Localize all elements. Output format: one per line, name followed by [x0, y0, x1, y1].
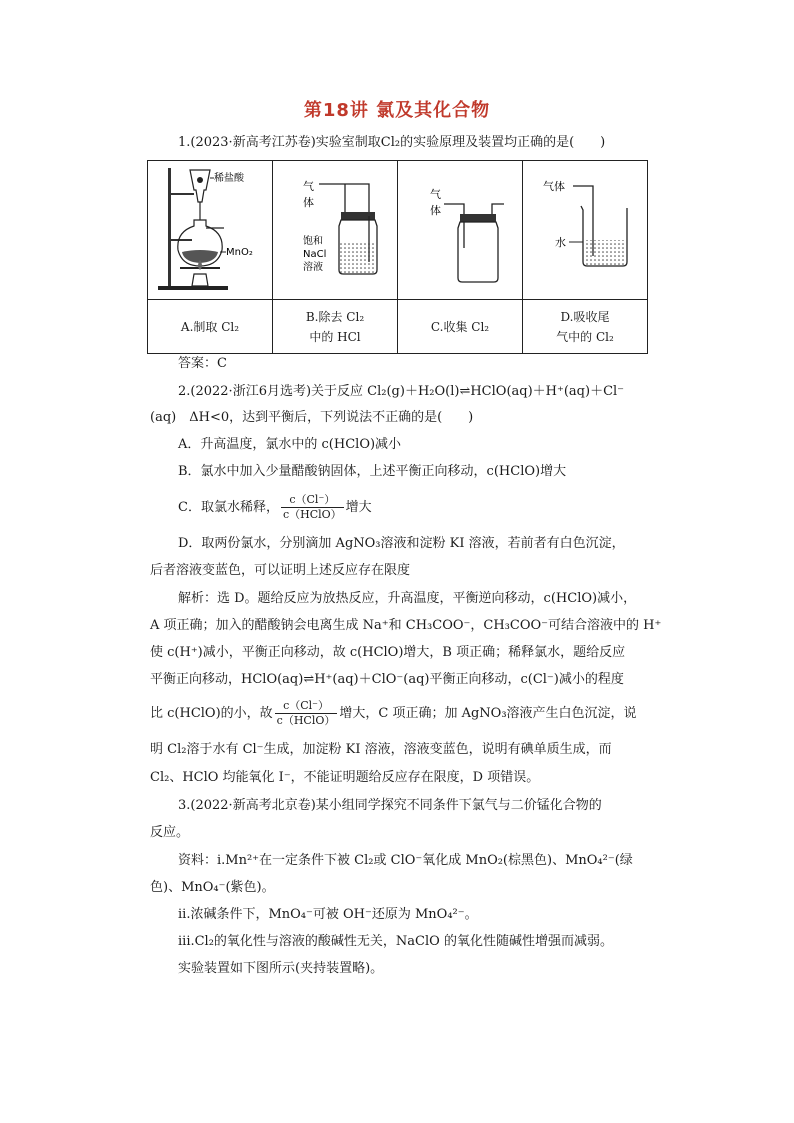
q1-apparatus-table	[147, 160, 648, 354]
q2-option-a: A．升高温度，氯水中的 c(HClO)减小	[178, 437, 402, 452]
d-water-label: 水	[555, 235, 566, 249]
q3-info-3: ii.浓碱条件下，MnO₄⁻可被 OH⁻还原为 MnO₄²⁻。	[178, 907, 478, 922]
q2-exp5-fraction	[275, 699, 338, 728]
q2-explanation-4: 平衡正向移动，HClO(aq)⇌H⁺(aq)＋ClO⁻(aq)平衡正向移动，c(Cl⁻)减小的程度	[150, 672, 624, 687]
q2-explanation-3: 使 c(H⁺)减小，平衡正向移动，故 c(HClO)增大，B 项正确；稀释氯水，题给反应	[150, 645, 626, 660]
q1-stem: 1.(2023·新高考江苏卷)实验室制取Cl₂的实验原理及装置均正确的是( )	[178, 135, 606, 150]
dilute-hcl-label: 稀盐酸	[214, 172, 244, 184]
option-d-line2: 气中的 Cl₂	[556, 329, 614, 344]
q3-stem-1: 3.(2022·新高考北京卷)某小组同学探究不同条件下氯气与二价锰化合物的	[178, 798, 602, 813]
q3-info-2: 色)、MnO₄⁻(紫色)。	[150, 880, 275, 895]
fraction-denominator: c（HClO）	[282, 508, 342, 521]
option-c-line1: C.收集 Cl₂	[430, 319, 490, 334]
q2-exp5-suffix: 增大，C 项正确；加 AgNO₃溶液产生白色沉淀，说	[339, 706, 637, 721]
fraction-numerator: c（Cl⁻）	[275, 699, 338, 714]
b-gas-label-2: 体	[303, 195, 314, 209]
q2-option-d-2: 后者溶液变蓝色，可以证明上述反应存在限度	[150, 563, 411, 578]
q3-info-5: 实验装置如下图所示(夹持装置略)。	[178, 961, 384, 976]
absorption-beaker-diagram	[525, 162, 645, 296]
q1-answer: 答案：C	[178, 356, 227, 371]
option-a-line1: A.制取 Cl₂	[180, 319, 240, 334]
q3-stem-2: 反应。	[150, 825, 190, 840]
d-gas-label: 气体	[543, 179, 565, 193]
fraction-denominator: c（HClO）	[276, 714, 336, 727]
q2-option-c-fraction	[281, 493, 344, 522]
b-soln-line-3: 溶液	[303, 261, 323, 273]
apparatus-c-cell	[398, 161, 523, 300]
q2-option-c-prefix: C．取氯水稀释，	[178, 500, 279, 515]
q2-option-d-1: D．取两份氯水，分别滴加 AgNO₃溶液和淀粉 KI 溶液，若前者有白色沉淀，	[178, 536, 625, 551]
gas-collection-diagram	[400, 162, 520, 296]
q2-option-c	[178, 493, 372, 523]
option-d-line1: D.吸收尾	[560, 309, 610, 324]
q2-stem-1: 2.(2022·浙江6月选考)关于反应 Cl₂(g)＋H₂O(l)⇌HClO(aq)＋H⁺(aq)＋Cl⁻	[178, 384, 625, 399]
c-gas-label-2: 体	[430, 203, 441, 217]
q2-option-b: B．氯水中加入少量醋酸钠固体，上述平衡正向移动，c(HClO)增大	[178, 464, 567, 479]
b-gas-label-1: 气	[303, 179, 314, 193]
apparatus-a-cell	[148, 161, 273, 300]
q2-explanation-7: Cl₂、HClO 均能氧化 I⁻，不能证明题给反应存在限度，D 项错误。	[150, 770, 540, 785]
c-gas-label-1: 气	[430, 187, 441, 201]
q2-explanation-6: 明 Cl₂溶于水有 Cl⁻生成，加淀粉 KI 溶液，溶液变蓝色，说明有碘单质生成，而	[150, 742, 612, 757]
apparatus-b-cell	[273, 161, 398, 300]
q2-exp5-prefix: 比 c(HClO)的小，故	[150, 706, 273, 721]
option-a-cell	[148, 300, 273, 354]
option-b-line1: B.除去 Cl₂	[305, 309, 365, 324]
option-d-cell	[523, 300, 648, 354]
wash-bottle-diagram	[275, 162, 395, 296]
option-b-line2: 中的 HCl	[309, 329, 361, 344]
q3-info-1: 资料：i.Mn²⁺在一定条件下被 Cl₂或 ClO⁻氧化成 MnO₂(棕黑色)、MnO₄²⁻(绿	[178, 853, 633, 868]
q3-info-4: iii.Cl₂的氧化性与溶液的酸碱性无关，NaClO 的氧化性随碱性增强而减弱。	[178, 934, 613, 949]
chlorine-generator-diagram	[150, 162, 270, 296]
page-title: 第18讲 氯及其化合物	[303, 100, 491, 121]
option-b-cell	[273, 300, 398, 354]
q2-explanation-1: 解析：选 D。题给反应为放热反应，升高温度，平衡逆向移动，c(HClO)减小，	[178, 591, 637, 606]
mno2-label: MnO₂	[226, 246, 253, 258]
q2-explanation-5	[150, 699, 637, 729]
option-c-cell	[398, 300, 523, 354]
q2-option-c-suffix: 增大	[345, 500, 372, 515]
b-soln-line-1: 饱和	[303, 235, 323, 247]
q2-stem-2: (aq) ΔH<0，达到平衡后，下列说法不正确的是( )	[150, 410, 474, 425]
apparatus-d-cell	[523, 161, 648, 300]
fraction-numerator: c（Cl⁻）	[281, 493, 344, 508]
b-soln-line-2: NaCl	[303, 248, 327, 260]
q2-explanation-2: A 项正确；加入的醋酸钠会电离生成 Na⁺和 CH₃COO⁻，CH₃COO⁻可结合溶液中的 H⁺	[150, 618, 662, 633]
